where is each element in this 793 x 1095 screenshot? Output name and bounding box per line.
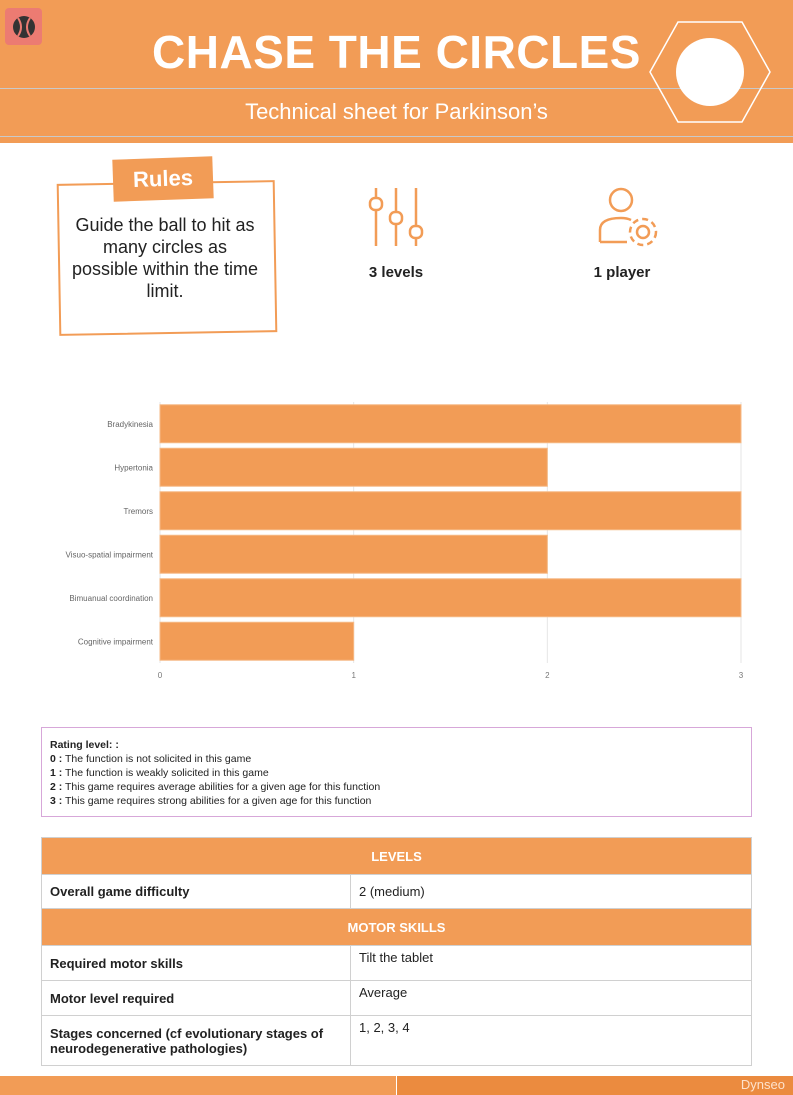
- motor-level-label: Motor level required: [42, 981, 351, 1016]
- difficulty-label: Overall game difficulty: [42, 875, 351, 909]
- x-tick-label: 3: [738, 671, 744, 680]
- legend-item: 0 : The function is not solicited in this game: [50, 753, 252, 765]
- rules-tag: Rules: [112, 156, 213, 201]
- legend-item: 3 : This game requires strong abilities for a given age for this function: [50, 795, 372, 807]
- x-tick-label: 2: [545, 671, 550, 680]
- user-gear-icon: [597, 186, 661, 250]
- levels-section-header: LEVELS: [42, 838, 752, 875]
- hexagon-circle-icon: [648, 20, 772, 124]
- category-label: Tremors: [123, 506, 153, 516]
- category-label: Bradykinesia: [107, 419, 153, 429]
- bar: [160, 405, 741, 443]
- legend-item: 1 : The function is weakly solicited in this game: [50, 767, 269, 779]
- page-subtitle: Technical sheet for Parkinson’s: [245, 99, 548, 124]
- footer-bar-right: [397, 1076, 793, 1095]
- rules-text: Guide the ball to hit as many circles as possible within the time limit.: [71, 215, 259, 301]
- x-tick-label: 0: [157, 671, 163, 680]
- category-label: Hypertonia: [114, 463, 153, 473]
- sliders-icon: [366, 186, 426, 248]
- bar: [160, 622, 354, 660]
- page-title: CHASE THE CIRCLES: [152, 26, 641, 78]
- stages-value: 1, 2, 3, 4: [351, 1016, 752, 1066]
- players-label: 1 player: [593, 264, 651, 281]
- category-label: Cognitive impairment: [77, 637, 153, 647]
- bar: [160, 448, 547, 486]
- motor-section-header: MOTOR SKILLS: [42, 909, 752, 946]
- category-label: Bimuanual coordination: [69, 593, 153, 603]
- motor-level-value: Average: [351, 981, 752, 1016]
- difficulty-value: 2 (medium): [351, 875, 752, 909]
- stages-label: Stages concerned (cf evolutionary stages of neurodegenerative pathologies): [42, 1016, 351, 1066]
- bar: [160, 492, 741, 530]
- bar: [160, 535, 547, 573]
- legend-item: 2 : This game requires average abilities for a given age for this function: [50, 781, 381, 793]
- x-tick-label: 1: [351, 671, 356, 680]
- category-label: Visuo-spatial impairment: [65, 550, 153, 560]
- bar: [160, 579, 741, 617]
- levels-label: 3 levels: [368, 264, 424, 281]
- rating-legend: [41, 727, 752, 817]
- footer-bar-left: [0, 1076, 396, 1095]
- skills-bar-chart: [0, 395, 793, 685]
- footer-brand: Dynseo: [740, 1077, 785, 1092]
- motor-skills-label: Required motor skills: [42, 946, 351, 981]
- info-table: [41, 837, 752, 1066]
- motor-skills-value: Tilt the tablet: [351, 946, 752, 981]
- legend-title: Rating level: :: [50, 739, 119, 751]
